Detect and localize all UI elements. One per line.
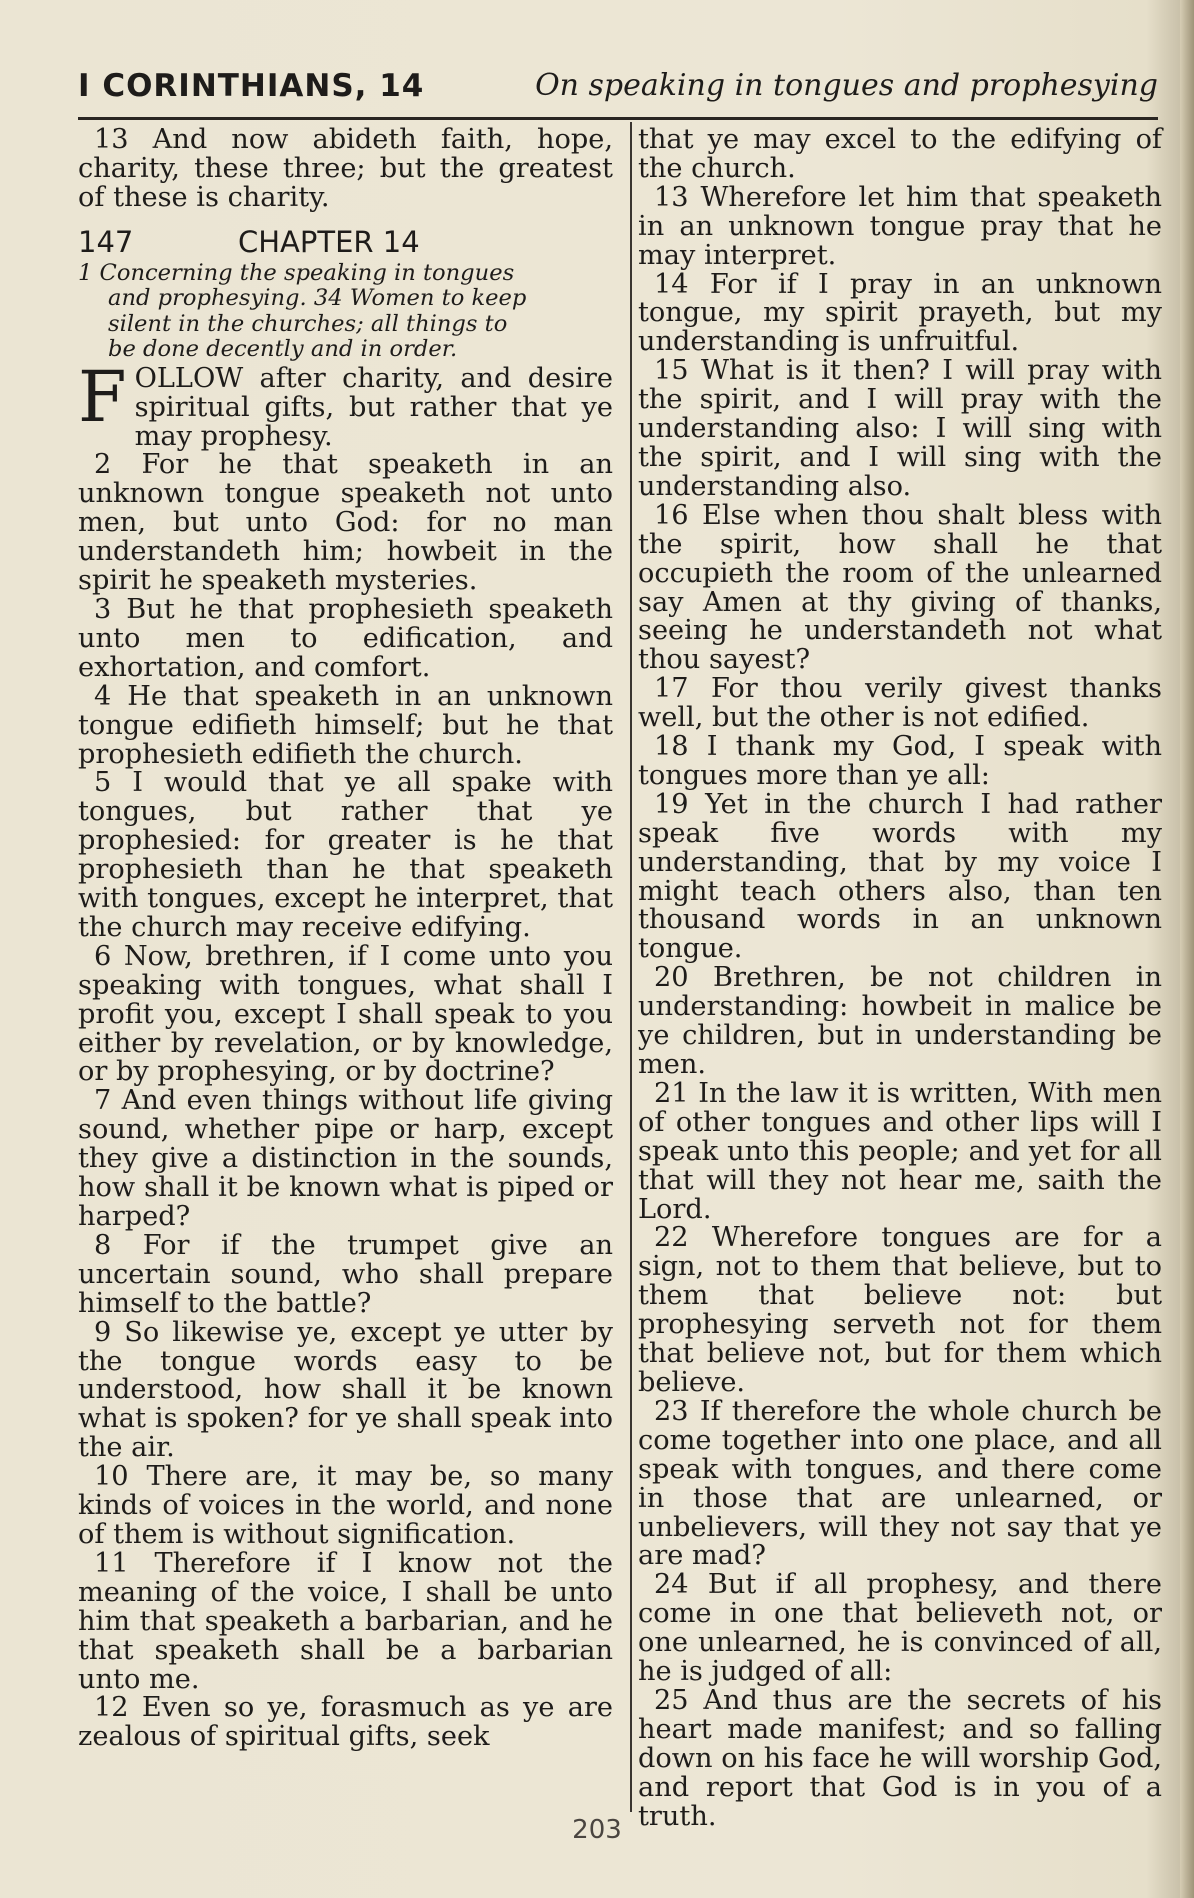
page-number: 203 <box>572 1815 622 1845</box>
verse-23: 23 If therefore the whole church be come together into one place, and all speak with tongues, and there come in those that are unlearned, or unbelievers, will they not say that ye are mad? <box>638 1395 1162 1572</box>
verse-14: 14 For if I pray in an unknown tongue, my spirit prayeth, but my understanding is unfruitful. <box>638 268 1162 358</box>
verse-17: 17 For thou verily givest thanks well, but the other is not edified. <box>638 673 1162 734</box>
verse-12-continuation: that ye may excel to the edifying of the church. <box>638 124 1162 184</box>
verse-7: 7 And even things without life giving sound, whether pipe or harp, except they give a distinction in the sounds, how shall it be known what is piped or harped? <box>78 1085 613 1232</box>
verse-12: 12 Even so ye, forasmuch as ye are zealous of spiritual gifts, seek <box>78 1692 613 1753</box>
header-rule <box>78 117 1158 120</box>
book-title: I CORINTHIANS, 14 <box>78 68 425 104</box>
chapter-summary <box>78 261 613 363</box>
verse-15: 15 What is it then? I will pray with the spirit, and I will pray with the understanding also: I will sing with the spirit, and I will sing with the understanding also. <box>638 355 1162 502</box>
verse-4: 4 He that speaketh in an unknown tongue edifieth himself; but he that prophesieth edifieth the church. <box>78 680 613 770</box>
running-header <box>78 68 1158 112</box>
right-column <box>638 126 1162 1831</box>
verse-16: 16 Else when thou shalt bless with the spirit, how shall he that occupieth the room of the unlearned say Amen at thy giving of thanks, seeing he understandeth not what thou sayest? <box>638 499 1162 676</box>
verse-11: 11 Therefore if I know not the meaning of the voice, I shall be unto him that speaketh a barbarian, and he that speaketh shall be a barbarian unto me. <box>78 1547 613 1695</box>
chapter-heading <box>78 224 613 259</box>
verse-24: 24 But if all prophesy, and there come in one that believeth not, or one unlearned, he is convinced of all, he is judged of all: <box>638 1569 1162 1688</box>
summary-line: and prophesying. 34 Women to keep <box>108 285 527 312</box>
column-divider <box>630 122 632 1812</box>
summary-line: silent in the churches; all things to <box>108 310 508 337</box>
summary-line: be done decently and in order. <box>108 336 458 363</box>
verse-18: 18 I thank my God, I speak with tongues more than ye all: <box>638 731 1162 791</box>
verse-19: 19 Yet in the church I had rather speak five words with my understanding, that by my voice I might teach others also, than ten thousand words in an unknown tongue. <box>638 788 1162 965</box>
verse-10: 10 There are, it may be, so many kinds of voices in the world, and none of them is without signification. <box>78 1461 613 1550</box>
drop-cap: F <box>78 355 127 438</box>
page-topic: On speaking in tongues and prophesying <box>535 68 1158 103</box>
verse-22: 22 Wherefore tongues are for a sign, not to them that believe, but to them that believe not: but prophesying serveth not for them that believe not, but for them which believe. <box>638 1222 1162 1398</box>
verse-8: 8 For if the trumpet give an uncertain sound, who shall prepare himself to the battle? <box>78 1229 613 1319</box>
verse-13-ch13: 13 And now abideth faith, hope, charity, these three; but the greatest of these is charity. <box>78 124 613 213</box>
verse-1-text: OLLOW after charity, and desire spiritual gifts, but rather that ye may prophesy. <box>134 362 613 452</box>
page-edge <box>1180 0 1194 1898</box>
verse-13: 13 Wherefore let him that speaketh in an unknown tongue pray that he may interpret. <box>638 181 1162 271</box>
verse-5: 5 I would that ye all spake with tongues, but rather that ye prophesied: for greater is he that prophesieth than he that speaketh with tongues, except he interpret, that the church may receive edifying. <box>78 767 613 943</box>
verse-3: 3 But he that prophesieth speaketh unto men to edification, and exhortation, and comfort. <box>78 593 613 683</box>
verse-9: 9 So likewise ye, except ye utter by the tongue words easy to be understood, how shall it be known what is spoken? for ye shall speak into the air. <box>78 1316 613 1464</box>
verse-2: 2 For he that speaketh in an unknown tongue speaketh not unto men, but unto God: for no man understandeth him; howbeit in the spirit he speaketh mysteries. <box>78 449 613 597</box>
chapter-title: CHAPTER 14 <box>238 224 420 259</box>
summary-line: 1 Concerning the speaking in tongues <box>78 259 515 286</box>
verse-25: 25 And thus are the secrets of his heart made manifest; and so falling down on his face he will worship God, and report that God is in you of a truth. <box>638 1684 1162 1832</box>
verse-20: 20 Brethren, be not children in understanding: howbeit in malice be ye children, but in understanding be men. <box>638 962 1162 1080</box>
verse-1 <box>78 355 613 452</box>
verse-21: 21 In the law it is written, With men of other tongues and other lips will I speak unto this people; and yet for all that will they not hear me, saith the Lord. <box>638 1077 1162 1225</box>
chapter-number-label: 147 <box>78 224 134 259</box>
left-column <box>78 126 613 1752</box>
verse-6: 6 Now, brethren, if I come unto you speaking with tongues, what shall I profit you, except I shall speak to you either by revelation, or by knowledge, or by prophesying, or by doctrine? <box>78 940 613 1088</box>
